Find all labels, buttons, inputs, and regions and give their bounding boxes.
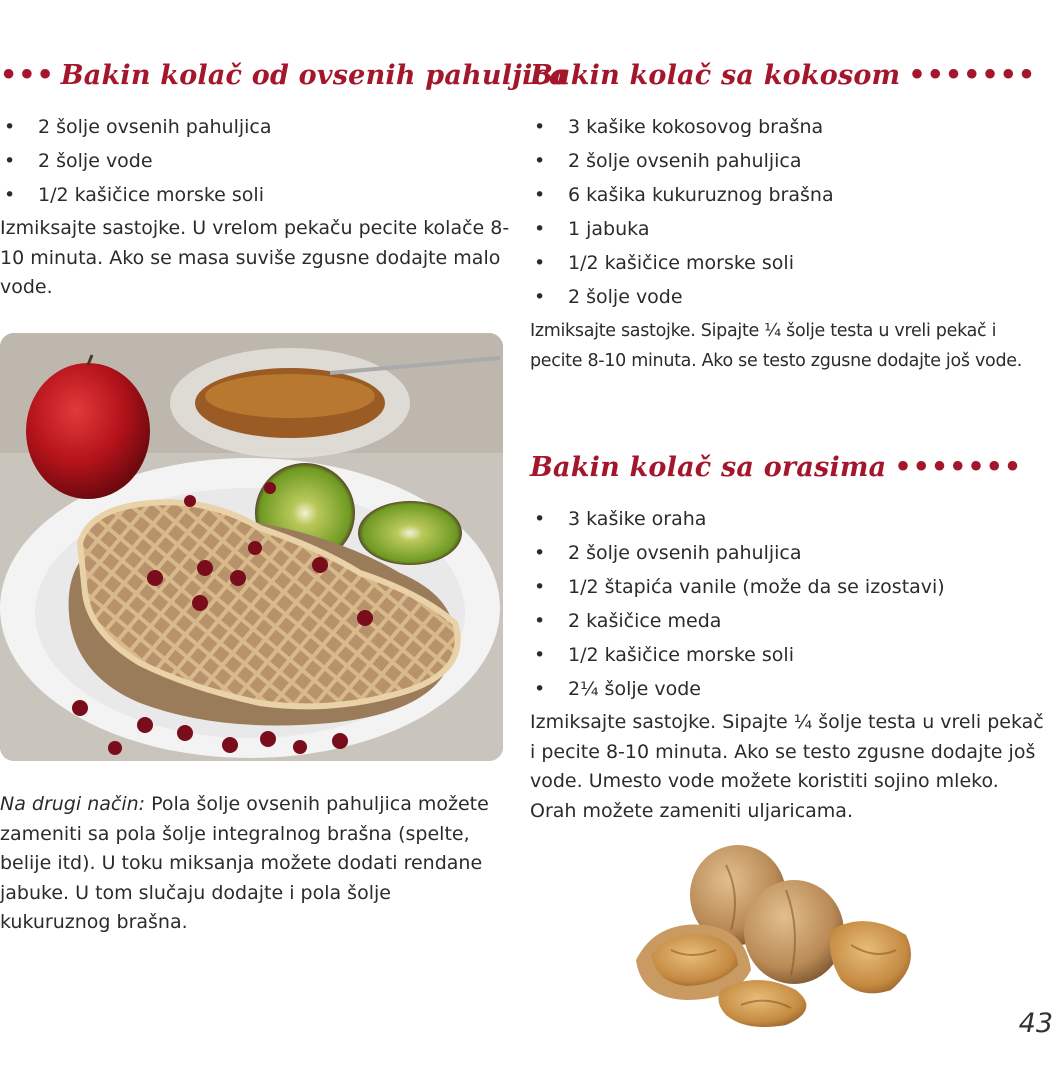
bullet-icon: •	[534, 576, 546, 598]
decorative-dots: •••	[0, 60, 55, 91]
bullet-icon: •	[4, 184, 16, 206]
list-item	[530, 246, 1050, 280]
waffle-photo-illustration	[0, 333, 503, 761]
walnuts-photo	[626, 840, 926, 1030]
list-item	[530, 178, 1050, 212]
list-item	[530, 672, 1050, 706]
list-item	[530, 110, 1050, 144]
waffle-photo	[0, 333, 503, 761]
bullet-icon: •	[534, 150, 546, 172]
bullet-icon: •	[534, 252, 546, 274]
ingredient-text: 2 šolje ovsenih pahuljica	[568, 150, 802, 172]
list-item	[0, 178, 510, 212]
list-item	[530, 638, 1050, 672]
list-item	[530, 144, 1050, 178]
recipe-instructions: Izmiksajte sastojke. Sipajte ¼ šolje testa u vreli pekač i pecite 8-10 minuta. Ako se testo zgusne dodajte još vode.	[530, 321, 1022, 371]
ingredient-text: 1/2 kašičice morske soli	[568, 252, 794, 274]
recipe-title-text: Bakin kolač sa orasima	[530, 452, 887, 483]
ingredient-text: 2 šolje ovsenih pahuljica	[568, 542, 802, 564]
decorative-dots: •••••••	[894, 452, 1023, 483]
list-item	[530, 502, 1050, 536]
recipe-title	[530, 442, 1050, 494]
bullet-icon: •	[534, 644, 546, 666]
bullet-icon: •	[534, 184, 546, 206]
ingredient-list	[530, 502, 1050, 706]
note-lead: Na drugi način:	[0, 793, 146, 815]
list-item	[530, 280, 1050, 314]
recipe-instructions: Izmiksajte sastojke. Sipajte ¼ šolje testa u vreli pekač i pecite 8-10 minuta. Ako se testo zgusne dodajte još vode. Umesto vode možete koristiti sojino mleko. Orah možete zameniti uljaricama.	[530, 711, 1044, 822]
recipe-title-text: Bakin kolač sa kokosom	[530, 60, 901, 91]
recipe-title	[530, 50, 1050, 102]
bullet-icon: •	[534, 218, 546, 240]
ingredient-text: 2¼ šolje vode	[568, 678, 701, 700]
bullet-icon: •	[534, 508, 546, 530]
ingredient-text: 2 šolje ovsenih pahuljica	[38, 116, 272, 138]
recipe-title	[0, 50, 567, 102]
ingredient-text: 6 kašika kukuruznog brašna	[568, 184, 834, 206]
decorative-dots: •••••••	[908, 60, 1037, 91]
ingredient-list	[530, 110, 1050, 314]
walnuts-illustration	[626, 840, 926, 1030]
ingredient-text: 3 kašike oraha	[568, 508, 707, 530]
ingredient-text: 3 kašike kokosovog brašna	[568, 116, 824, 138]
bullet-icon: •	[534, 116, 546, 138]
list-item	[530, 570, 1050, 604]
ingredient-list	[0, 110, 510, 212]
recipe-walnut-cake	[530, 442, 1050, 826]
bullet-icon: •	[4, 150, 16, 172]
bullet-icon: •	[534, 678, 546, 700]
bullet-icon: •	[534, 286, 546, 308]
ingredient-text: 1/2 kašičice morske soli	[568, 644, 794, 666]
bullet-icon: •	[4, 116, 16, 138]
bullet-icon: •	[534, 610, 546, 632]
ingredient-text: 1/2 kašičice morske soli	[38, 184, 264, 206]
alternative-note	[0, 790, 505, 938]
recipe-oat-cake	[0, 50, 567, 303]
list-item	[530, 604, 1050, 638]
list-item	[0, 110, 510, 144]
list-item	[0, 144, 510, 178]
ingredient-text: 2 kašičice meda	[568, 610, 722, 632]
recipe-title-text: Bakin kolač od ovsenih pahuljica	[60, 60, 567, 91]
page-number: 43	[1018, 1008, 1053, 1039]
bullet-icon: •	[534, 542, 546, 564]
list-item	[530, 212, 1050, 246]
note-text: Pola šolje ovsenih pahuljica možete zameniti sa pola šolje integralnog brašna (spelte, belije itd). U toku miksanja možete dodati rendane jabuke. U tom slučaju dodajte i pola šolje kukuruznog brašna.	[0, 793, 489, 933]
ingredient-text: 2 šolje vode	[568, 286, 683, 308]
ingredient-text: 1/2 štapića vanile (može da se izostavi)	[568, 576, 945, 598]
list-item	[530, 536, 1050, 570]
ingredient-text: 2 šolje vode	[38, 150, 153, 172]
ingredient-text: 1 jabuka	[568, 218, 650, 240]
recipe-coconut-cake	[530, 50, 1050, 376]
recipe-instructions: Izmiksajte sastojke. U vrelom pekaču pecite kolače 8-10 minuta. Ako se masa suviše zgusne dodajte malo vode.	[0, 217, 510, 298]
